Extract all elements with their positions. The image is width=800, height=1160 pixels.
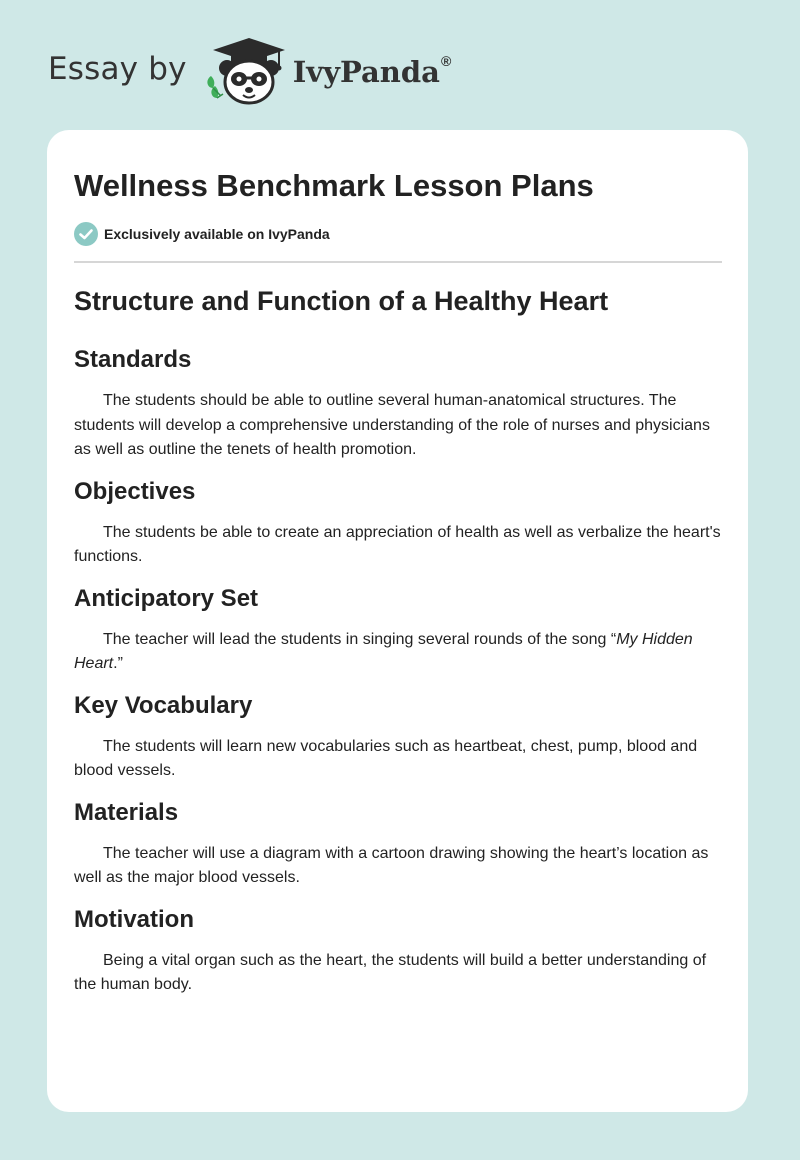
song-title: My Hidden Heart [74,630,693,672]
heading-standards: Standards [74,346,192,373]
panda-graduate-icon [203,36,289,106]
registered-mark: ® [440,53,452,69]
check-circle-icon [74,222,98,246]
paragraph-standards: The students should be able to outline several human-anatomical structures. The students will develop a comprehensive understanding of the role of nurses and physicians as well as outline the tenets of health promotion. [74,392,710,458]
paragraph-motivation: Being a vital organ such as the heart, the students will build a better understanding of the human body. [74,951,707,993]
paragraph-objectives: The students be able to create an appreciation of health as well as verbalize the heart's functions. [74,523,721,565]
heading-objectives: Objectives [74,477,196,505]
document-title: Wellness Benchmark Lesson Plans [74,168,594,203]
essay-by-label: Essay by [48,51,187,87]
paragraph-materials: The teacher will use a diagram with a cartoon drawing showing the heart’s location as well as the major blood vessels. [74,844,709,886]
heading-motivation: Motivation [74,905,194,933]
exclusive-badge [74,222,330,246]
heading-materials: Materials [74,798,179,826]
essay-content [74,344,722,1011]
exclusive-label: Exclusively available on IvyPanda [104,226,330,242]
site-header [48,36,451,106]
heading-anticipatory-set: Anticipatory Set [74,584,259,612]
anticipatory-text-before: The teacher will lead the students in singing several rounds of the song “ [103,630,617,648]
section-title: Structure and Function of a Healthy Heart [74,286,609,316]
essay-card [47,130,748,1112]
anticipatory-text-after: .” [113,655,123,672]
paragraph-anticipatory-set [74,628,722,677]
title-divider [74,261,722,263]
paragraph-key-vocabulary: The students will learn new vocabularies such as heartbeat, chest, pump, blood and blood vessels. [74,737,698,779]
brand-name[interactable]: IvyPanda® [292,53,452,89]
heading-key-vocabulary: Key Vocabulary [74,691,253,719]
